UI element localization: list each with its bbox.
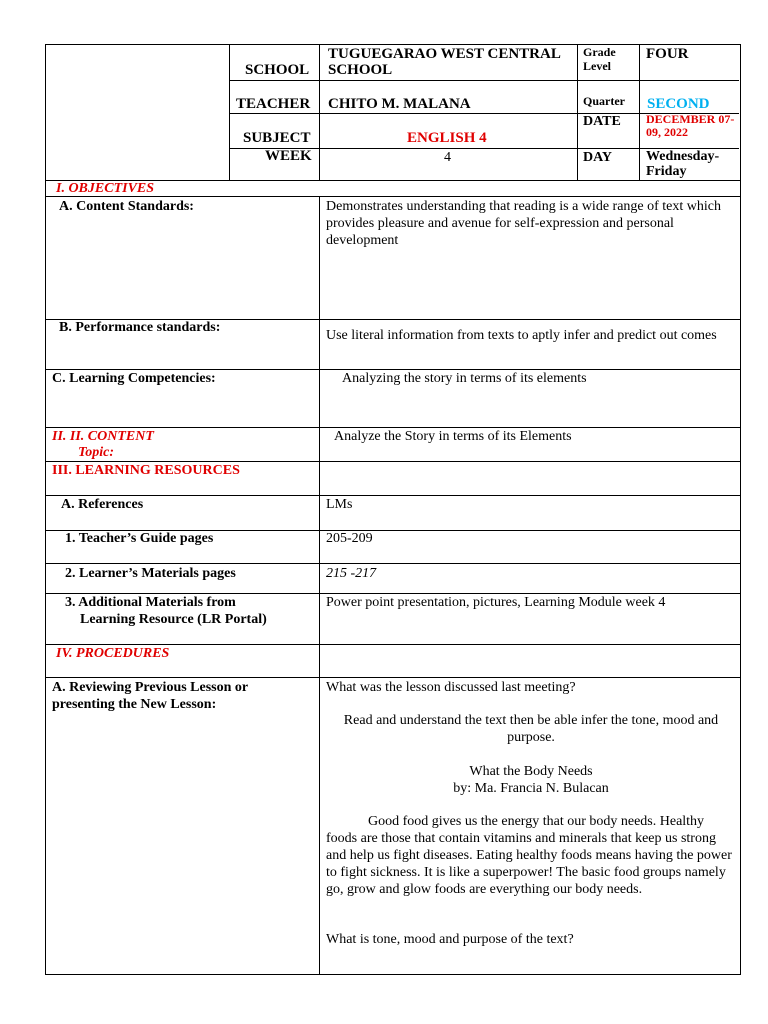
day-label: DAY (583, 150, 613, 165)
learners-materials-label: 2. Learner’s Materials pages (65, 566, 236, 581)
tone-mood-question: What is tone, mood and purpose of the text? (326, 932, 574, 947)
additional-materials-label: 3. Additional Materials from Learning Resource (LR Portal) (65, 595, 267, 627)
learning-competencies-text: Analyzing the story in terms of its elements (342, 371, 587, 386)
week-label: WEEK (265, 148, 312, 164)
grade-value: FOUR (646, 46, 689, 62)
performance-standards-text: Use literal information from texts to aptly infer and predict out comes (326, 328, 717, 343)
references-label: A. References (61, 497, 144, 512)
row-divider (46, 563, 740, 564)
learners-materials-value: 215 -217 (326, 566, 377, 581)
school-name-line1: TUGUEGARAO WEST CENTRAL (328, 46, 561, 62)
story-author: by: Ma. Francia N. Bulacan (453, 781, 609, 796)
grade-label: Grade Level (583, 45, 616, 73)
story-title: What the Body Needs (469, 764, 593, 779)
header-column-line (319, 45, 320, 180)
procedures-heading: IV. PROCEDURES (56, 646, 170, 661)
quarter-value: SECOND (647, 96, 710, 112)
reviewing-lesson-label: A. Reviewing Previous Lesson or presenting the New Lesson: (52, 680, 249, 712)
body-column-line (319, 196, 320, 974)
school-label: SCHOOL (245, 62, 310, 78)
topic-label: Topic: (78, 445, 115, 460)
teacher-name: CHITO M. MALANA (328, 96, 471, 112)
review-question: What was the lesson discussed last meeting? (326, 680, 576, 695)
teachers-guide-label: 1. Teacher’s Guide pages (65, 531, 214, 546)
subject-value: ENGLISH 4 (407, 130, 487, 146)
additional-materials-value: Power point presentation, pictures, Learning Module week 4 (326, 595, 666, 610)
content-heading: II. II. CONTENT (52, 429, 154, 444)
row-divider (46, 677, 740, 678)
header-column-line (639, 45, 640, 180)
lesson-plan-page (45, 44, 741, 975)
header-column-line (577, 45, 578, 180)
day-value: Wednesday- Friday (646, 149, 720, 179)
school-name-line2: SCHOOL (328, 62, 393, 78)
objectives-heading: I. OBJECTIVES (56, 181, 155, 196)
date-label: DATE (583, 114, 621, 129)
learning-resources-heading: III. LEARNING RESOURCES (52, 463, 240, 478)
header-divider (229, 80, 739, 81)
row-divider (46, 495, 740, 496)
references-value: LMs (326, 497, 353, 512)
content-standards-label: A. Content Standards: (59, 199, 194, 214)
instruction-text: Read and understand the text then be able infer the tone, mood and purpose. (343, 713, 719, 745)
quarter-label: Quarter (583, 94, 625, 108)
teacher-label: TEACHER (236, 96, 311, 112)
content-standards-text: Demonstrates understanding that reading is a wide range of text which provides pleasure and avenue for self-expression and personal development (326, 199, 721, 248)
subject-label: SUBJECT (243, 130, 311, 146)
date-value: DECEMBER 07- 09, 2022 (646, 112, 735, 139)
teachers-guide-value: 205-209 (326, 531, 373, 546)
header-column-line (229, 45, 230, 180)
learning-competencies-label: C. Learning Competencies: (52, 371, 216, 386)
performance-standards-label: B. Performance standards: (59, 320, 221, 335)
week-value: 4 (444, 150, 451, 165)
story-paragraph: Good food gives us the energy that our body needs. Healthy foods are those that contain vitamins and minerals that keep us strong and help us fight diseases. Eating healthy foods means having the power to fight sickness. It is like a superpower! The basic food groups namely go, grow and glow foods are everything our body needs. (326, 814, 732, 897)
topic-text: Analyze the Story in terms of its Elements (334, 429, 572, 444)
